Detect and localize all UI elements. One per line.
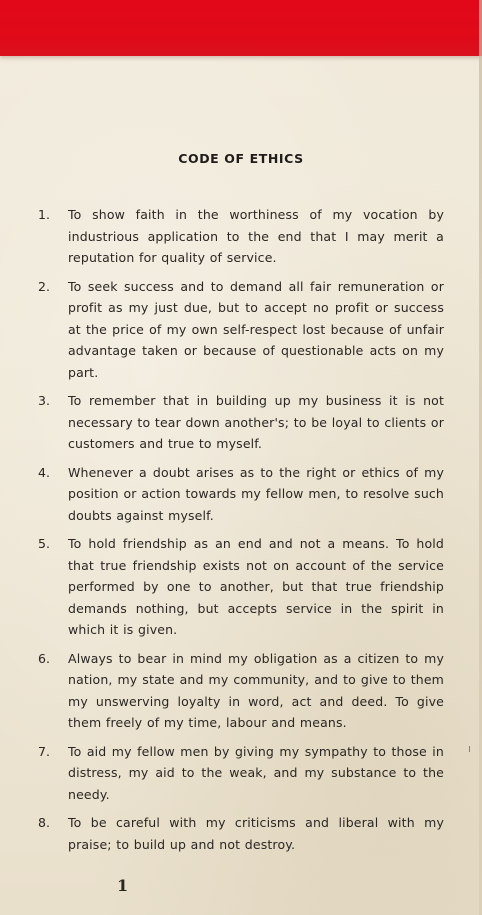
item-number: 5. <box>38 536 50 551</box>
list-item <box>38 648 444 734</box>
list-item <box>38 462 444 527</box>
ethics-list <box>38 204 444 862</box>
item-text: To hold friendship as an end and not a means. To hold that true friendship exists not on account of the service performed by one to another, but that true friendship demands nothing, but accepts service in the spirit in which it is given. <box>68 536 444 637</box>
margin-mark: ı <box>468 742 472 755</box>
list-item <box>38 390 444 455</box>
item-number: 6. <box>38 650 50 666</box>
item-number: 8. <box>38 815 50 830</box>
list-item <box>38 741 444 806</box>
item-text: To remember that in building up my business it is not necessary to tear down another's; to be loyal to clients or customers and true to myself. <box>68 393 444 451</box>
list-item <box>38 204 444 269</box>
item-text: To show faith in the worthiness of my vocation by industrious application to the end that I may merit a reputation for quality of service. <box>68 207 444 265</box>
item-text: Whenever a doubt arises as to the right or ethics of my position or action towards my fellow men, to resolve such doubts against myself. <box>68 464 444 523</box>
list-item <box>38 276 444 384</box>
red-header-band <box>0 0 482 56</box>
item-number: 1. <box>38 207 50 222</box>
item-number: 4. <box>38 464 50 480</box>
item-number: 7. <box>38 743 50 759</box>
document-title: CODE OF ETHICS <box>178 151 304 166</box>
list-item <box>38 812 444 855</box>
item-text: To aid my fellow men by giving my sympathy to those in distress, my aid to the weak, and my substance to the needy. <box>68 743 444 802</box>
item-text: To be careful with my criticisms and liberal with my praise; to build up and not destroy. <box>68 815 444 852</box>
item-text: Always to bear in mind my obligation as a citizen to my nation, my state and my community, and to give to them my unswerving loyalty in word, act and deed. To give them freely of my time, labour and means. <box>68 650 444 730</box>
item-text: To seek success and to demand all fair remuneration or profit as my just due, but to accept no profit or success at the price of my own self-respect lost because of unfair advantage taken or because of questionable acts on my part. <box>68 278 444 380</box>
item-number: 2. <box>38 278 50 294</box>
list-item <box>38 533 444 641</box>
item-number: 3. <box>38 393 50 408</box>
page-number: 1 <box>117 876 129 895</box>
